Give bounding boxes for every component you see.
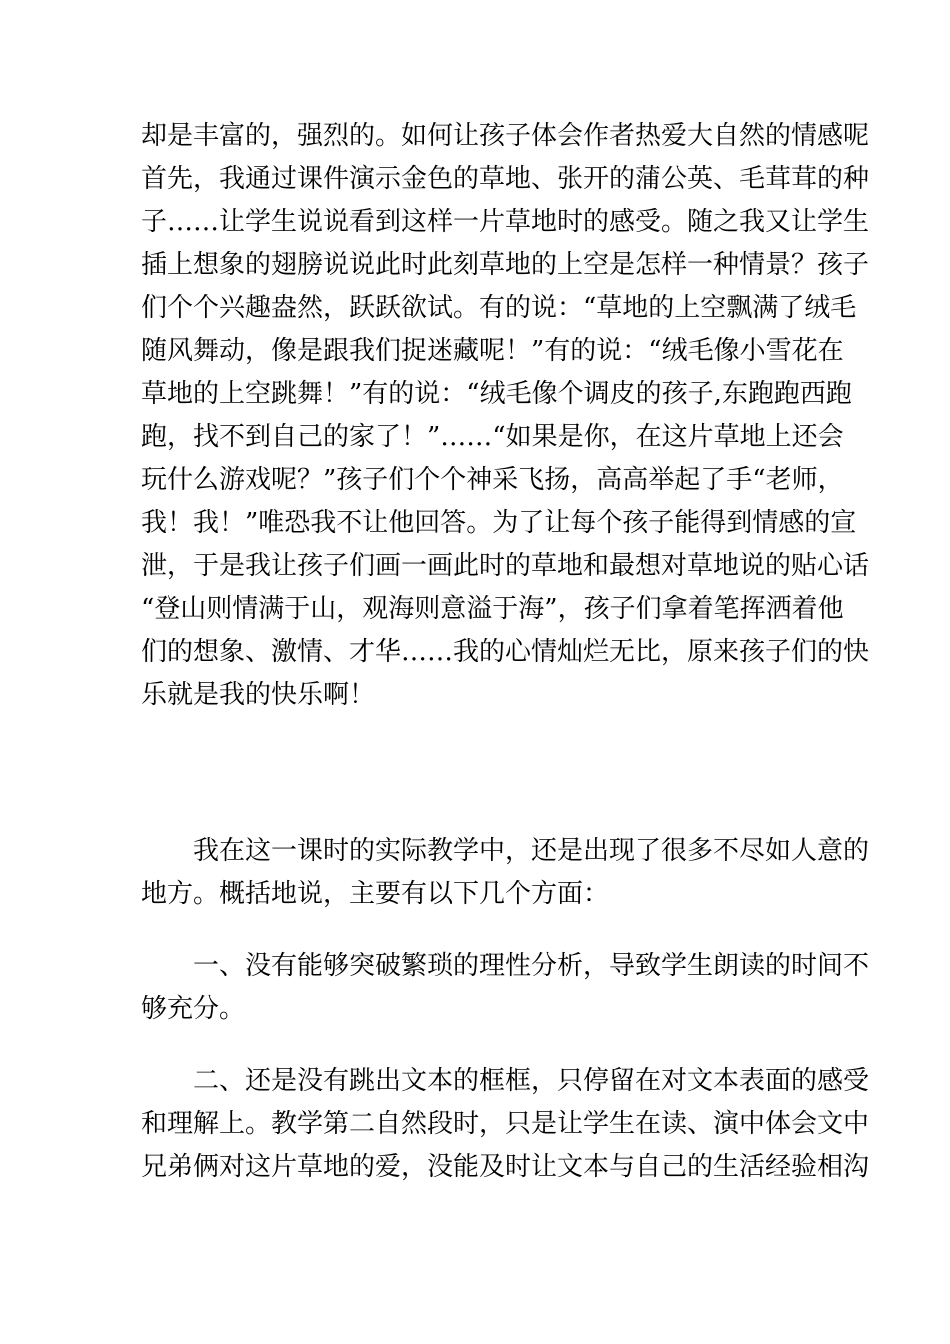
paragraph-1 [141, 115, 870, 717]
paragraph-line: 我！我！”唯恐我不让他回答。为了让每个孩子能得到情感的宣 [141, 508, 857, 538]
paragraph-line: 们个个兴趣盎然，跃跃欲试。有的说：“草地的上空飘满了绒毛 [141, 293, 857, 323]
paragraph-line: “登山则情满于山，观海则意溢于海”，孩子们拿着笔挥洒着他 [141, 594, 844, 624]
paragraph-line: 够充分。 [141, 994, 246, 1024]
paragraph-line: 插上想象的翅膀说说此时此刻草地的上空是怎样一种情景？孩子 [141, 250, 870, 280]
paragraph-line: 一、没有能够突破繁琐的理性分析，导致学生朗读的时间不 [141, 951, 870, 981]
paragraph-line: 草地的上空跳舞！”有的说：“绒毛像个调皮的孩子,东跑跑西跑 [141, 379, 852, 409]
paragraph-line: 地方。概括地说，主要有以下几个方面： [141, 879, 610, 909]
paragraph-line: 我在这一课时的实际教学中，还是出现了很多不尽如人意的 [141, 836, 870, 866]
paragraph-line: 和理解上。教学第二自然段时，只是让学生在读、演中体会文中 [141, 1109, 870, 1139]
paragraph-line: 子……让学生说说看到这样一片草地时的感受。随之我又让学生 [141, 207, 870, 237]
paragraph-line: 玩什么游戏呢？”孩子们个个神采飞扬，高高举起了手“老师， [141, 465, 844, 495]
paragraph-2 [141, 830, 870, 916]
paragraph-line: 泄，于是我让孩子们画一画此时的草地和最想对草地说的贴心话 [141, 551, 870, 581]
paragraph-line: 跑，找不到自己的家了！”……“如果是你，在这片草地上还会 [141, 422, 844, 452]
paragraph-line: 首先，我通过课件演示金色的草地、张开的蒲公英、毛茸茸的种 [141, 164, 870, 194]
paragraph-line: 却是丰富的，强烈的。如何让孩子体会作者热爱大自然的情感呢 [141, 121, 870, 151]
paragraph-line: 们的想象、激情、才华……我的心情灿烂无比，原来孩子们的快 [141, 637, 870, 667]
paragraph-line: 乐就是我的快乐啊！ [141, 680, 376, 710]
paragraph-4 [141, 1060, 870, 1189]
paragraph-line: 随风舞动，像是跟我们捉迷藏呢！”有的说：“绒毛像小雪花在 [141, 336, 844, 366]
paragraph-3 [141, 945, 870, 1031]
paragraph-line: 二、还是没有跳出文本的框框，只停留在对文本表面的感受 [141, 1066, 870, 1096]
paragraph-line: 兄弟俩对这片草地的爱，没能及时让文本与自己的生活经验相沟 [141, 1152, 870, 1182]
